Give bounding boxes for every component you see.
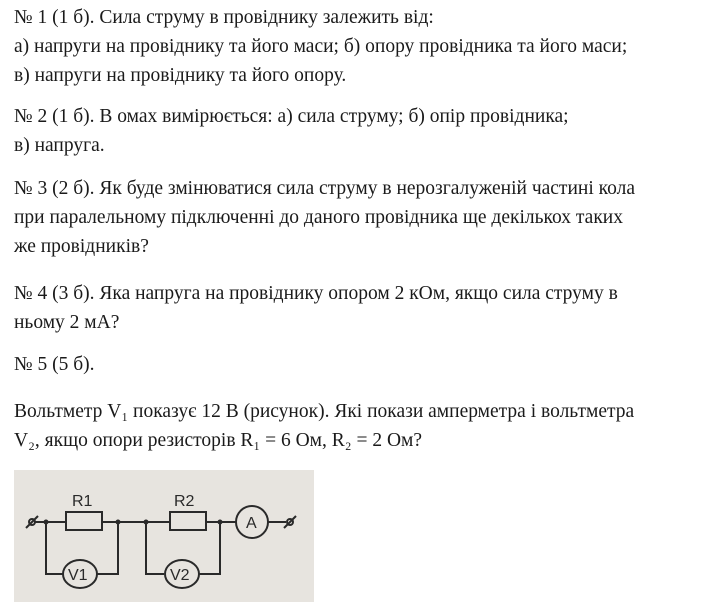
q4-line-1: № 4 (3 б). Яка напруга на провіднику опором 2 кОм, якщо сила струму в [14, 283, 618, 304]
q1-line-3: в) напруги на провіднику та його опору. [14, 65, 347, 86]
label-ammeter: A [246, 515, 257, 532]
q2-line-2: в) напруга. [14, 135, 105, 156]
circuit-diagram [14, 470, 314, 602]
junction-dot [116, 520, 121, 525]
label-r2: R2 [174, 493, 195, 510]
q3-line-3: же провідників? [14, 236, 149, 257]
q2-line-1: № 2 (1 б). В омах вимірюється: а) сила струму; б) опір провідника; [14, 106, 569, 127]
q5-heading: № 5 (5 б). [14, 354, 95, 375]
resistor-r1-icon [66, 512, 102, 530]
label-v1: V1 [68, 567, 88, 584]
label-v2: V2 [170, 567, 190, 584]
q1-line-1: № 1 (1 б). Сила струму в провіднику залежить від: [14, 7, 434, 28]
junction-dot [218, 520, 223, 525]
circuit-diagram-photo [14, 470, 314, 602]
junction-dot [44, 520, 49, 525]
q5-line-1: Вольтметр V₁ показує 12 В (рисунок). Які покази амперметра і вольтметра [14, 401, 635, 422]
q5-line-2: V₂, якщо опори резисторів R₁ = 6 Ом, R₂ = 2 Ом? [14, 430, 423, 451]
resistor-r2-icon [170, 512, 206, 530]
junction-dot [144, 520, 149, 525]
q3-line-2: при паралельному підключенні до даного провідника ще декількох таких [14, 207, 623, 228]
label-r1: R1 [72, 493, 93, 510]
q4-line-2: ньому 2 мА? [14, 312, 120, 333]
q1-line-2: а) напруги на провіднику та його маси; б) опору провідника та його маси; [14, 36, 628, 57]
q3-line-1: № 3 (2 б). Як буде змінюватися сила струму в нерозгалуженій частині кола [14, 178, 635, 199]
